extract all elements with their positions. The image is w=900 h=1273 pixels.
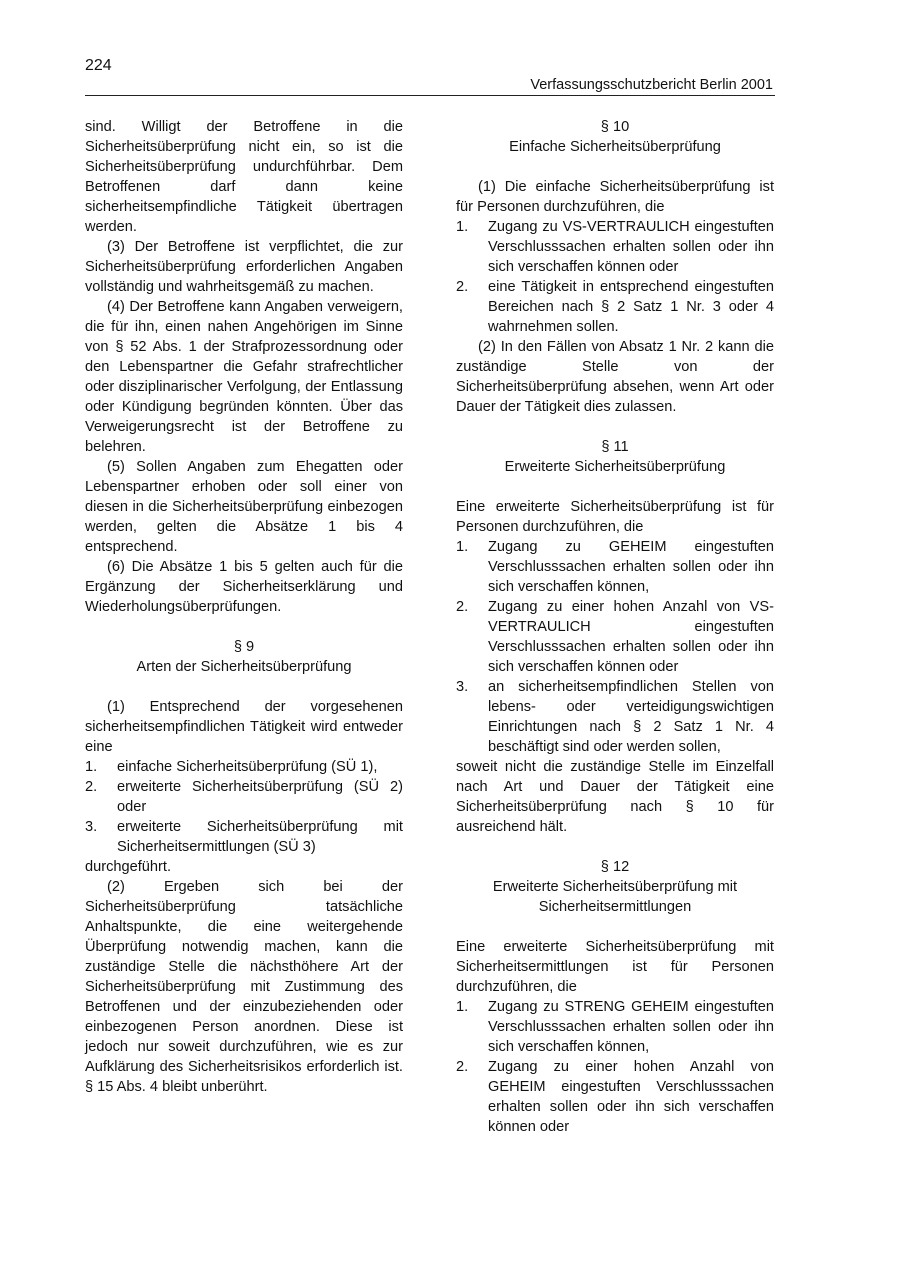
list-number: 1. (456, 999, 469, 1015)
list-text: Zugang zu GEHEIM eingestuften Verschlusssachen erhalten sollen oder ihn sich verschaffen können, (488, 539, 774, 595)
paragraph: (2) Ergeben sich bei der Sicherheitsüberprüfung tatsächliche Anhaltspunkte, die eine weitergehende Überprüfung notwendig machen, kann die zuständige Stelle die nächsthöhere Art der Sicherheitsüberprüfung mit Zustimmung des Betroffenen und der einzubeziehenden oder einbezogenen Person anordnen. Diese ist jedoch nur soweit durchzuführen, wie es zur Aufklärung des Sicherheitsrisikos erforderlich ist. § 15 Abs. 4 bleibt unberührt. (85, 879, 403, 1095)
list-item (456, 217, 774, 277)
section-title: Arten der Sicherheitsüberprüfung (136, 659, 352, 675)
spacer (456, 917, 774, 937)
list-text: an sicherheitsempfindlichen Stellen von lebens- oder verteidigungswichtigen Einrichtungen nach § 2 Satz 1 Nr. 4 beschäftigt sind oder werden sollen, (488, 679, 774, 755)
paragraph: (5) Sollen Angaben zum Ehegatten oder Lebenspartner erhoben oder soll einer von diesen in die Sicherheitsüberprüfung einbezogen werden, gelten die Absätze 1 bis 4 entsprechend. (85, 459, 403, 555)
list-number: 2. (456, 279, 469, 295)
list-number: 2. (456, 1059, 469, 1075)
list-item (85, 777, 403, 817)
list-item (456, 597, 774, 677)
list-item (456, 537, 774, 597)
list-text: Zugang zu einer hohen Anzahl von GEHEIM eingestuften Verschlusssachen erhalten sollen oder ihn sich verschaffen können oder (488, 1059, 774, 1135)
list-text: Zugang zu STRENG GEHEIM eingestuften Verschlusssachen erhalten sollen oder ihn sich verschaffen können, (488, 999, 774, 1055)
page-number: 224 (85, 57, 112, 74)
section-number: § 9 (233, 639, 255, 655)
paragraph: (1) Die einfache Sicherheitsüberprüfung ist für Personen durchzuführen, die (456, 179, 774, 215)
list-text: erweiterte Sicherheitsüberprüfung (SÜ 2) oder (117, 779, 403, 815)
list-text: Zugang zu VS-VERTRAULICH eingestuften Verschlusssachen erhalten sollen oder ihn sich verschaffen können oder (488, 219, 774, 275)
list-text: erweiterte Sicherheitsüberprüfung mit Sicherheitsermittlungen (SÜ 3) (117, 819, 403, 855)
section-number: § 12 (600, 859, 630, 875)
left-column (85, 117, 403, 1097)
section-title: Erweiterte Sicherheitsüberprüfung mit (492, 879, 738, 895)
paragraph: (2) In den Fällen von Absatz 1 Nr. 2 kann die zuständige Stelle von der Sicherheitsüberprüfung absehen, wenn Art oder Dauer der Tätigkeit dies zulassen. (456, 339, 774, 415)
paragraph: Eine erweiterte Sicherheitsüberprüfung mit Sicherheitsermittlungen ist für Personen durchzuführen, die (456, 939, 774, 995)
list-item (456, 1057, 774, 1137)
spacer (456, 157, 774, 177)
list-number: 2. (456, 599, 469, 615)
paragraph: (6) Die Absätze 1 bis 5 gelten auch für die Ergänzung der Sicherheitserklärung und Wiederholungsüberprüfungen. (85, 559, 403, 615)
spacer (456, 417, 774, 437)
list-number: 1. (456, 539, 469, 555)
list-number: 1. (456, 219, 469, 235)
section-number: § 10 (600, 119, 630, 135)
list-item (456, 997, 774, 1057)
paragraph: (3) Der Betroffene ist verpflichtet, die zur Sicherheitsüberprüfung erforderlichen Angaben vollständig und wahrheitsgemäß zu machen. (85, 239, 403, 295)
list-item (456, 677, 774, 757)
section-number: § 11 (601, 439, 629, 455)
list-number: 2. (85, 779, 98, 795)
right-column (456, 117, 774, 1137)
list-text: einfache Sicherheitsüberprüfung (SÜ 1), (117, 759, 378, 775)
list-text: Zugang zu einer hohen Anzahl von VS-VERTRAULICH eingestuften Verschlusssachen erhalten sollen oder ihn sich verschaffen können oder (488, 599, 774, 675)
paragraph: (4) Der Betroffene kann Angaben verweigern, die für ihn, einen nahen Angehörigen im Sinne von § 52 Abs. 1 der Strafprozessordnung oder den Lebenspartner die Gefahr strafrechtlicher oder disziplinarischer Verfolgung, der Entlassung oder Kündigung begründen könnten. Über das Verweigerungsrecht ist der Betroffene zu belehren. (85, 299, 403, 455)
spacer (456, 837, 774, 857)
header-rule (85, 95, 775, 96)
section-title: Erweiterte Sicherheitsüberprüfung (504, 459, 726, 475)
section-title: Sicherheitsermittlungen (538, 899, 692, 915)
spacer (85, 617, 403, 637)
list-item (85, 757, 403, 777)
list-number: 3. (85, 819, 98, 835)
list-number: 3. (456, 679, 469, 695)
paragraph: soweit nicht die zuständige Stelle im Einzelfall nach Art und Dauer der Tätigkeit eine Sicherheitsüberprüfung nach § 10 für ausreichend hält. (456, 759, 774, 835)
paragraph: (1) Entsprechend der vorgesehenen sicherheitsempfindlichen Tätigkeit wird entweder eine (85, 699, 403, 755)
section-title: Einfache Sicherheitsüberprüfung (509, 139, 721, 155)
running-header: Verfassungsschutzbericht Berlin 2001 (530, 77, 773, 93)
paragraph: sind. Willigt der Betroffene in die Sicherheitsüberprüfung nicht ein, so ist die Sicherheitsüberprüfung undurchführbar. Dem Betroffenen darf dann keine sicherheitsempfindliche Tätigkeit übertragen werden. (85, 119, 403, 235)
list-number: 1. (85, 759, 98, 775)
list-item (85, 817, 403, 857)
paragraph: Eine erweiterte Sicherheitsüberprüfung ist für Personen durchzuführen, die (456, 499, 774, 535)
spacer (85, 677, 403, 697)
list-item (456, 277, 774, 337)
paragraph: durchgeführt. (85, 859, 171, 875)
list-text: eine Tätigkeit in entsprechend eingestuften Bereichen nach § 2 Satz 1 Nr. 3 oder 4 wahrnehmen sollen. (488, 279, 774, 335)
spacer (456, 477, 774, 497)
